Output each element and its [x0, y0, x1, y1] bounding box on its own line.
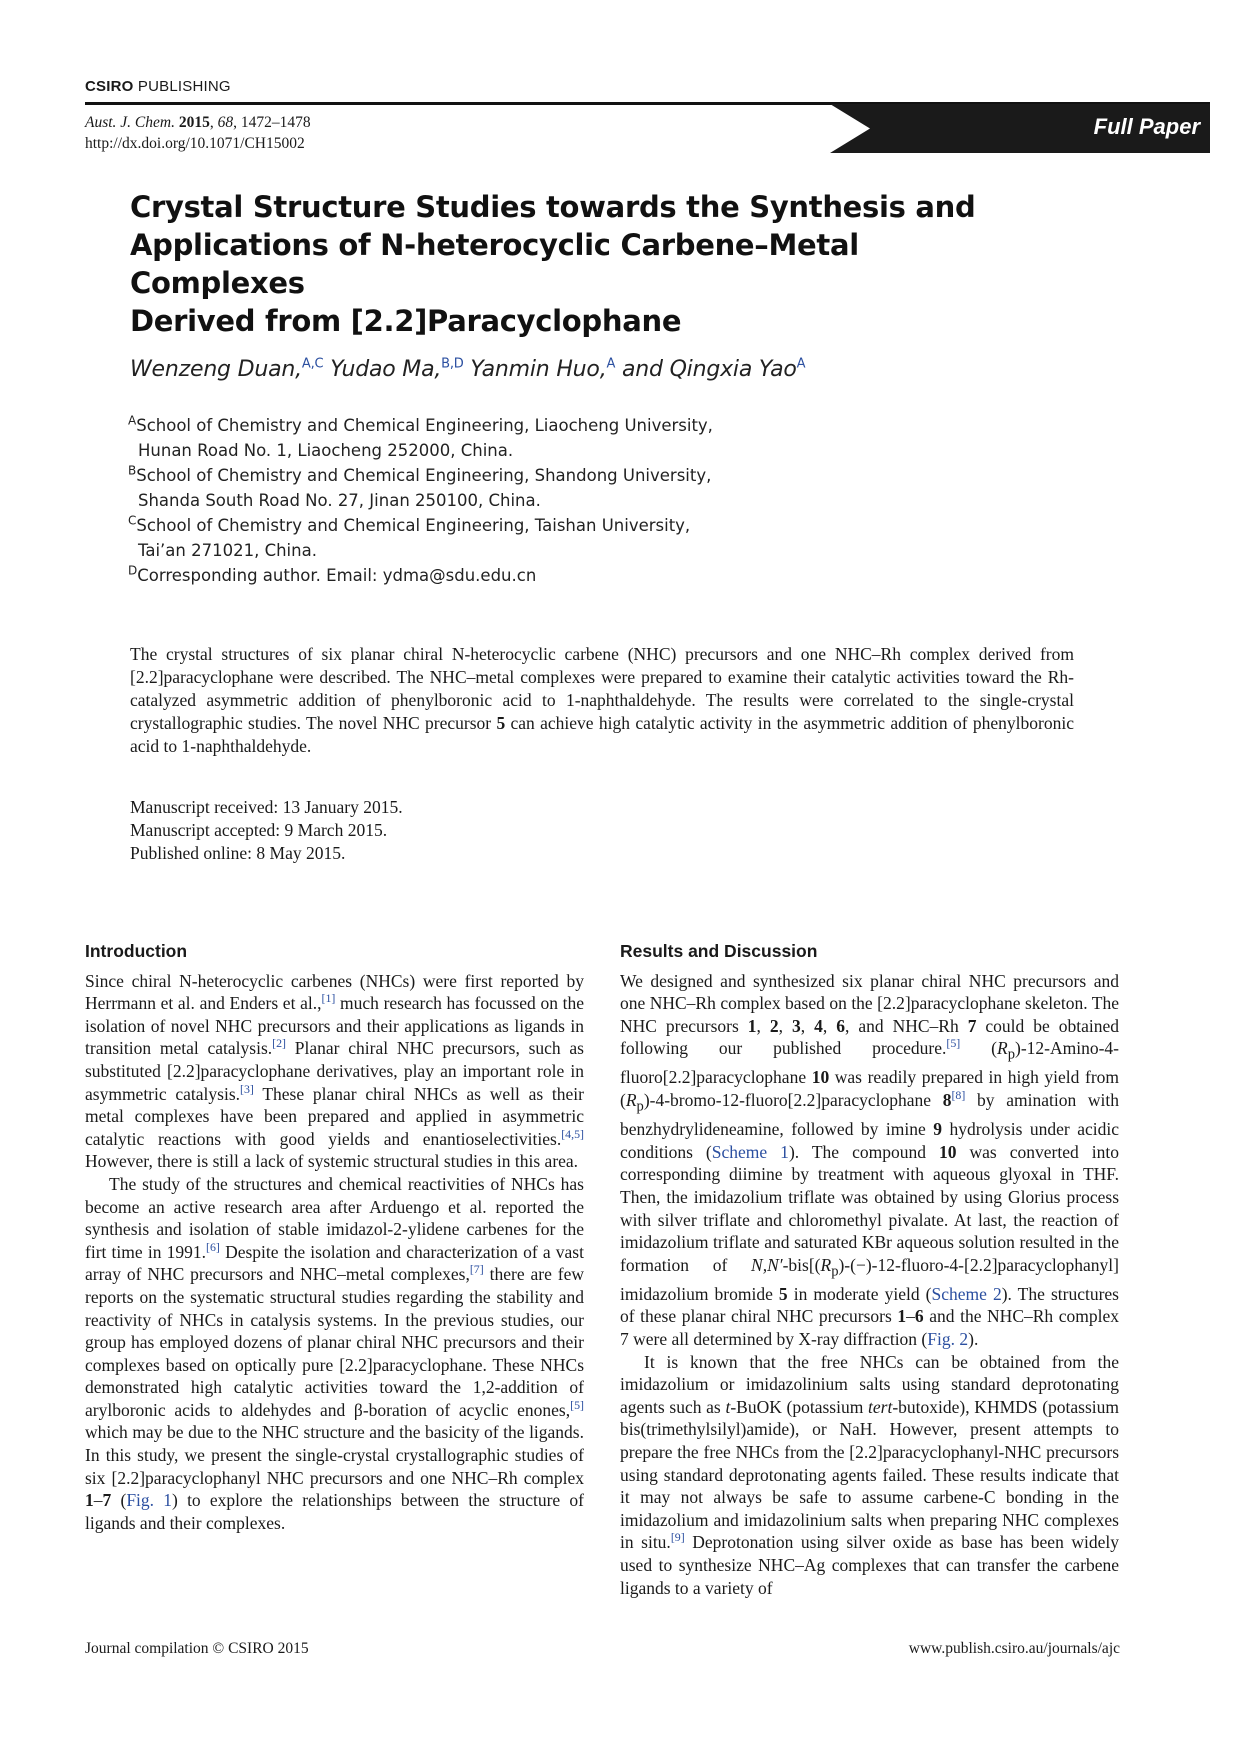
citation-ref[interactable]: [3] [240, 1081, 254, 1096]
citation-ref[interactable]: [7] [469, 1262, 484, 1277]
abstract-text: can achieve high catalytic activity in the asymmetric addition of phenylboronic acid to 1-naphthaldehyde. [130, 713, 1074, 756]
citation-ref[interactable]: [8] [951, 1088, 966, 1103]
title-line: Applications of N-heterocyclic Carbene–Metal Complexes [130, 228, 859, 300]
author-affil-sup[interactable]: A [606, 356, 616, 372]
article-type-label: Full Paper [1093, 114, 1200, 139]
title-line: Derived from [2.2]Paracyclophane [130, 304, 682, 338]
footer-url[interactable]: www.publish.csiro.au/journals/ajc [908, 1640, 1120, 1657]
citation-ref[interactable]: [1] [321, 991, 336, 1006]
figure-link[interactable]: Fig. 2 [927, 1329, 969, 1349]
author-name: and Qingxia Yao [615, 357, 797, 382]
section-heading: Introduction [85, 941, 188, 961]
citation-ref[interactable]: [6] [206, 1239, 220, 1254]
affil-line: School of Chemistry and Chemical Engineering, Liaocheng University, [136, 416, 713, 435]
affil-line: School of Chemistry and Chemical Engineering, Taishan University, [136, 516, 691, 535]
section-heading: Results and Discussion [620, 941, 818, 961]
citation-ref[interactable]: [5] [946, 1036, 961, 1051]
affil-marker: D [128, 563, 138, 578]
affil-marker: A [128, 413, 137, 428]
citation-volume: 68 [217, 114, 234, 131]
abstract-text: The crystal structures of six planar chiral N-heterocyclic carbene (NHC) precursors and one NHC–Rh complex derived from [2.2]paracyclophane were described. The NHC–metal complexes were prepared to examine their catalytic activities toward the Rh-catalyzed asymmetric addition of phenylboronic acid to 1-naphthaldehyde. The results were correlated to the single-crystal crystallographic studies. The novel NHC precursor [130, 644, 1074, 733]
paragraph: The study of the structures and chemical reactivities of NHCs has become an active research area after Arduengo et al. reported the synthesis and isolation of stable imidazol-2-ylidene carbenes for the firt time in 1991.[6] Despite the isolation and characterization of a vast array of NHC precursors and NHC–metal complexes,[7] there are few reports on the systematic structural studies regarding the stability and reactivity of NHCs in catalysis systems. In the previous studies, our group has employed dozens of planar chiral NHC precursors and their complexes based on optically pure [2.2]paracyclophane. These NHCs demonstrated high catalytic activities toward the 1,2-addition of arylboronic acids to aldehydes and β-boration of acyclic enones,[5] which may be due to the NHC structure and the basicity of the ligands. In this study, we present the single-crystal crystallographic studies of six [2.2]paracyclophanyl NHC precursors and one NHC–Rh complex 1–7 (Fig. 1) to explore the relationships between the structure of ligands and their complexes. [85, 1173, 585, 1533]
article-title [130, 188, 990, 340]
citation-ref[interactable]: [9] [670, 1530, 685, 1545]
affil-line: Shanda South Road No. 27, Jinan 250100, China. [138, 491, 541, 510]
scheme-link[interactable]: Scheme 1 [711, 1141, 789, 1162]
affil-marker: B [128, 463, 137, 478]
citation-ref[interactable]: [4,5] [561, 1126, 584, 1141]
citation-ref[interactable]: [5] [570, 1398, 584, 1413]
compound-number: 5 [496, 713, 506, 733]
corresponding-author: Corresponding author. Email: ydma@sdu.edu.cn [137, 566, 537, 585]
author-affil-sup[interactable]: A [796, 356, 806, 372]
citation-year: 2015 [178, 114, 210, 131]
abstract [130, 643, 1074, 758]
affiliations [128, 413, 713, 588]
footer-copyright: Journal compilation © CSIRO 2015 [85, 1640, 309, 1657]
journal-name: Aust. J. Chem. [85, 114, 175, 131]
introduction-section [85, 940, 584, 1534]
affil-line: Hunan Road No. 1, Liaocheng 252000, China. [138, 441, 514, 460]
received-date: Manuscript received: 13 January 2015. [130, 797, 403, 817]
figure-link[interactable]: Fig. 1 [126, 1490, 173, 1511]
citation-pages: , 1472–1478 [233, 114, 311, 131]
results-section [620, 940, 1119, 1599]
paragraph: It is known that the free NHCs can be obtained from the imidazolium or imidazolinium salts using standard deprotonating agents such as t-BuOK (potassium tert-butoxide), KHMDS (potassium bis(trimethylsilyl)amide), or NaH. However, present attempts to prepare the free NHCs from the [2.2]paracyclophanyl-NHC precursors using standard deprotonating agents failed. These results indicate that it may not always be safe to assume carbene-C bonding in the imidazolium and imidazolinium salts when preparing NHC complexes in situ.[9] Deprotonation using silver oxide as base has been widely used to synthesize NHC–Ag complexes that can transfer the carbene ligands to a variety of [620, 1351, 1120, 1598]
author-affil-sup[interactable]: A,C [301, 356, 324, 372]
author-name: Yanmin Huo, [463, 357, 607, 382]
doi-link[interactable]: http://dx.doi.org/10.1071/CH15002 [85, 135, 305, 152]
title-line: Crystal Structure Studies towards the Synthesis and [130, 190, 976, 224]
author-affil-sup[interactable]: B,D [441, 356, 464, 372]
paragraph: Since chiral N-heterocyclic carbenes (NHCs) were first reported by Herrmann et al. and Enders et al.,[1] much research has focussed on the isolation of novel NHC precursors and their applications as ligands in transition metal catalysis.[2] Planar chiral NHC precursors, such as substituted [2.2]paracyclophane derivatives, play an important role in asymmetric catalysis.[3] These planar chiral NHCs as well as their metal complexes have been prepared and applied in asymmetric catalytic reactions with good yields and enantioselectivities.[4,5] However, there is still a lack of systemic structural studies in this area. [85, 970, 584, 1172]
published-date: Published online: 8 May 2015. [130, 843, 346, 863]
scheme-link[interactable]: Scheme 2 [931, 1283, 1002, 1304]
affil-line: Tai’an 271021, China. [138, 541, 317, 560]
publisher-bold: CSIRO [85, 78, 134, 95]
publisher-rest: PUBLISHING [133, 78, 231, 95]
manuscript-history [130, 796, 403, 865]
citation-ref[interactable]: [2] [272, 1036, 287, 1051]
publisher-name [85, 78, 231, 95]
accepted-date: Manuscript accepted: 9 March 2015. [130, 820, 388, 840]
paragraph: We designed and synthesized six planar chiral NHC precursors and one NHC–Rh complex based on the [2.2]paracyclophane skeleton. The NHC precursors 1, 2, 3, 4, 6, and NHC–Rh 7 could be obtained following our published procedure.[5] $(R_p)-12-Amino-4-fluoro[2.2]paracyclophane$ 10 was readily prepared in high yield from $(R_p)-4-bromo-12-fluoro[2.2]paracyclophane$ 8[8] by amination with benzhydrylideneamine, followed by imine 9 hydrolysis under acidic conditions (Scheme 1). The compound 10 was converted into corresponding diimine by treatment with aqueous glyoxal in THF. Then, the imidazolium triflate was obtained by using Glorius process with silver triflate and chloromethyl pivalate. At last, the reaction of imidazolium triflate and saturated KBr aqueous solution resulted in the formation of $N,N'-bis[(R_p)-(-)-12-fluoro-4-[2.2]paracyclophanyl]$ imidazolium bromide 5 in moderate yield (Scheme 2). The structures of these planar chiral NHC precursors 1–6 and the NHC–Rh complex 7 were all determined by X-ray diffraction (Fig. 2). [620, 970, 1120, 1349]
author-list [130, 357, 805, 382]
author-name: Yudao Ma, [323, 357, 442, 382]
affil-line: School of Chemistry and Chemical Engineering, Shandong University, [136, 466, 712, 485]
author-name: Wenzeng Duan, [130, 357, 302, 382]
citation: Aust. J. Chem. 2015, 68, 1472–1478 http://dx.doi.org/10.1071/CH15002 [85, 114, 311, 152]
affil-marker: C [128, 513, 137, 528]
